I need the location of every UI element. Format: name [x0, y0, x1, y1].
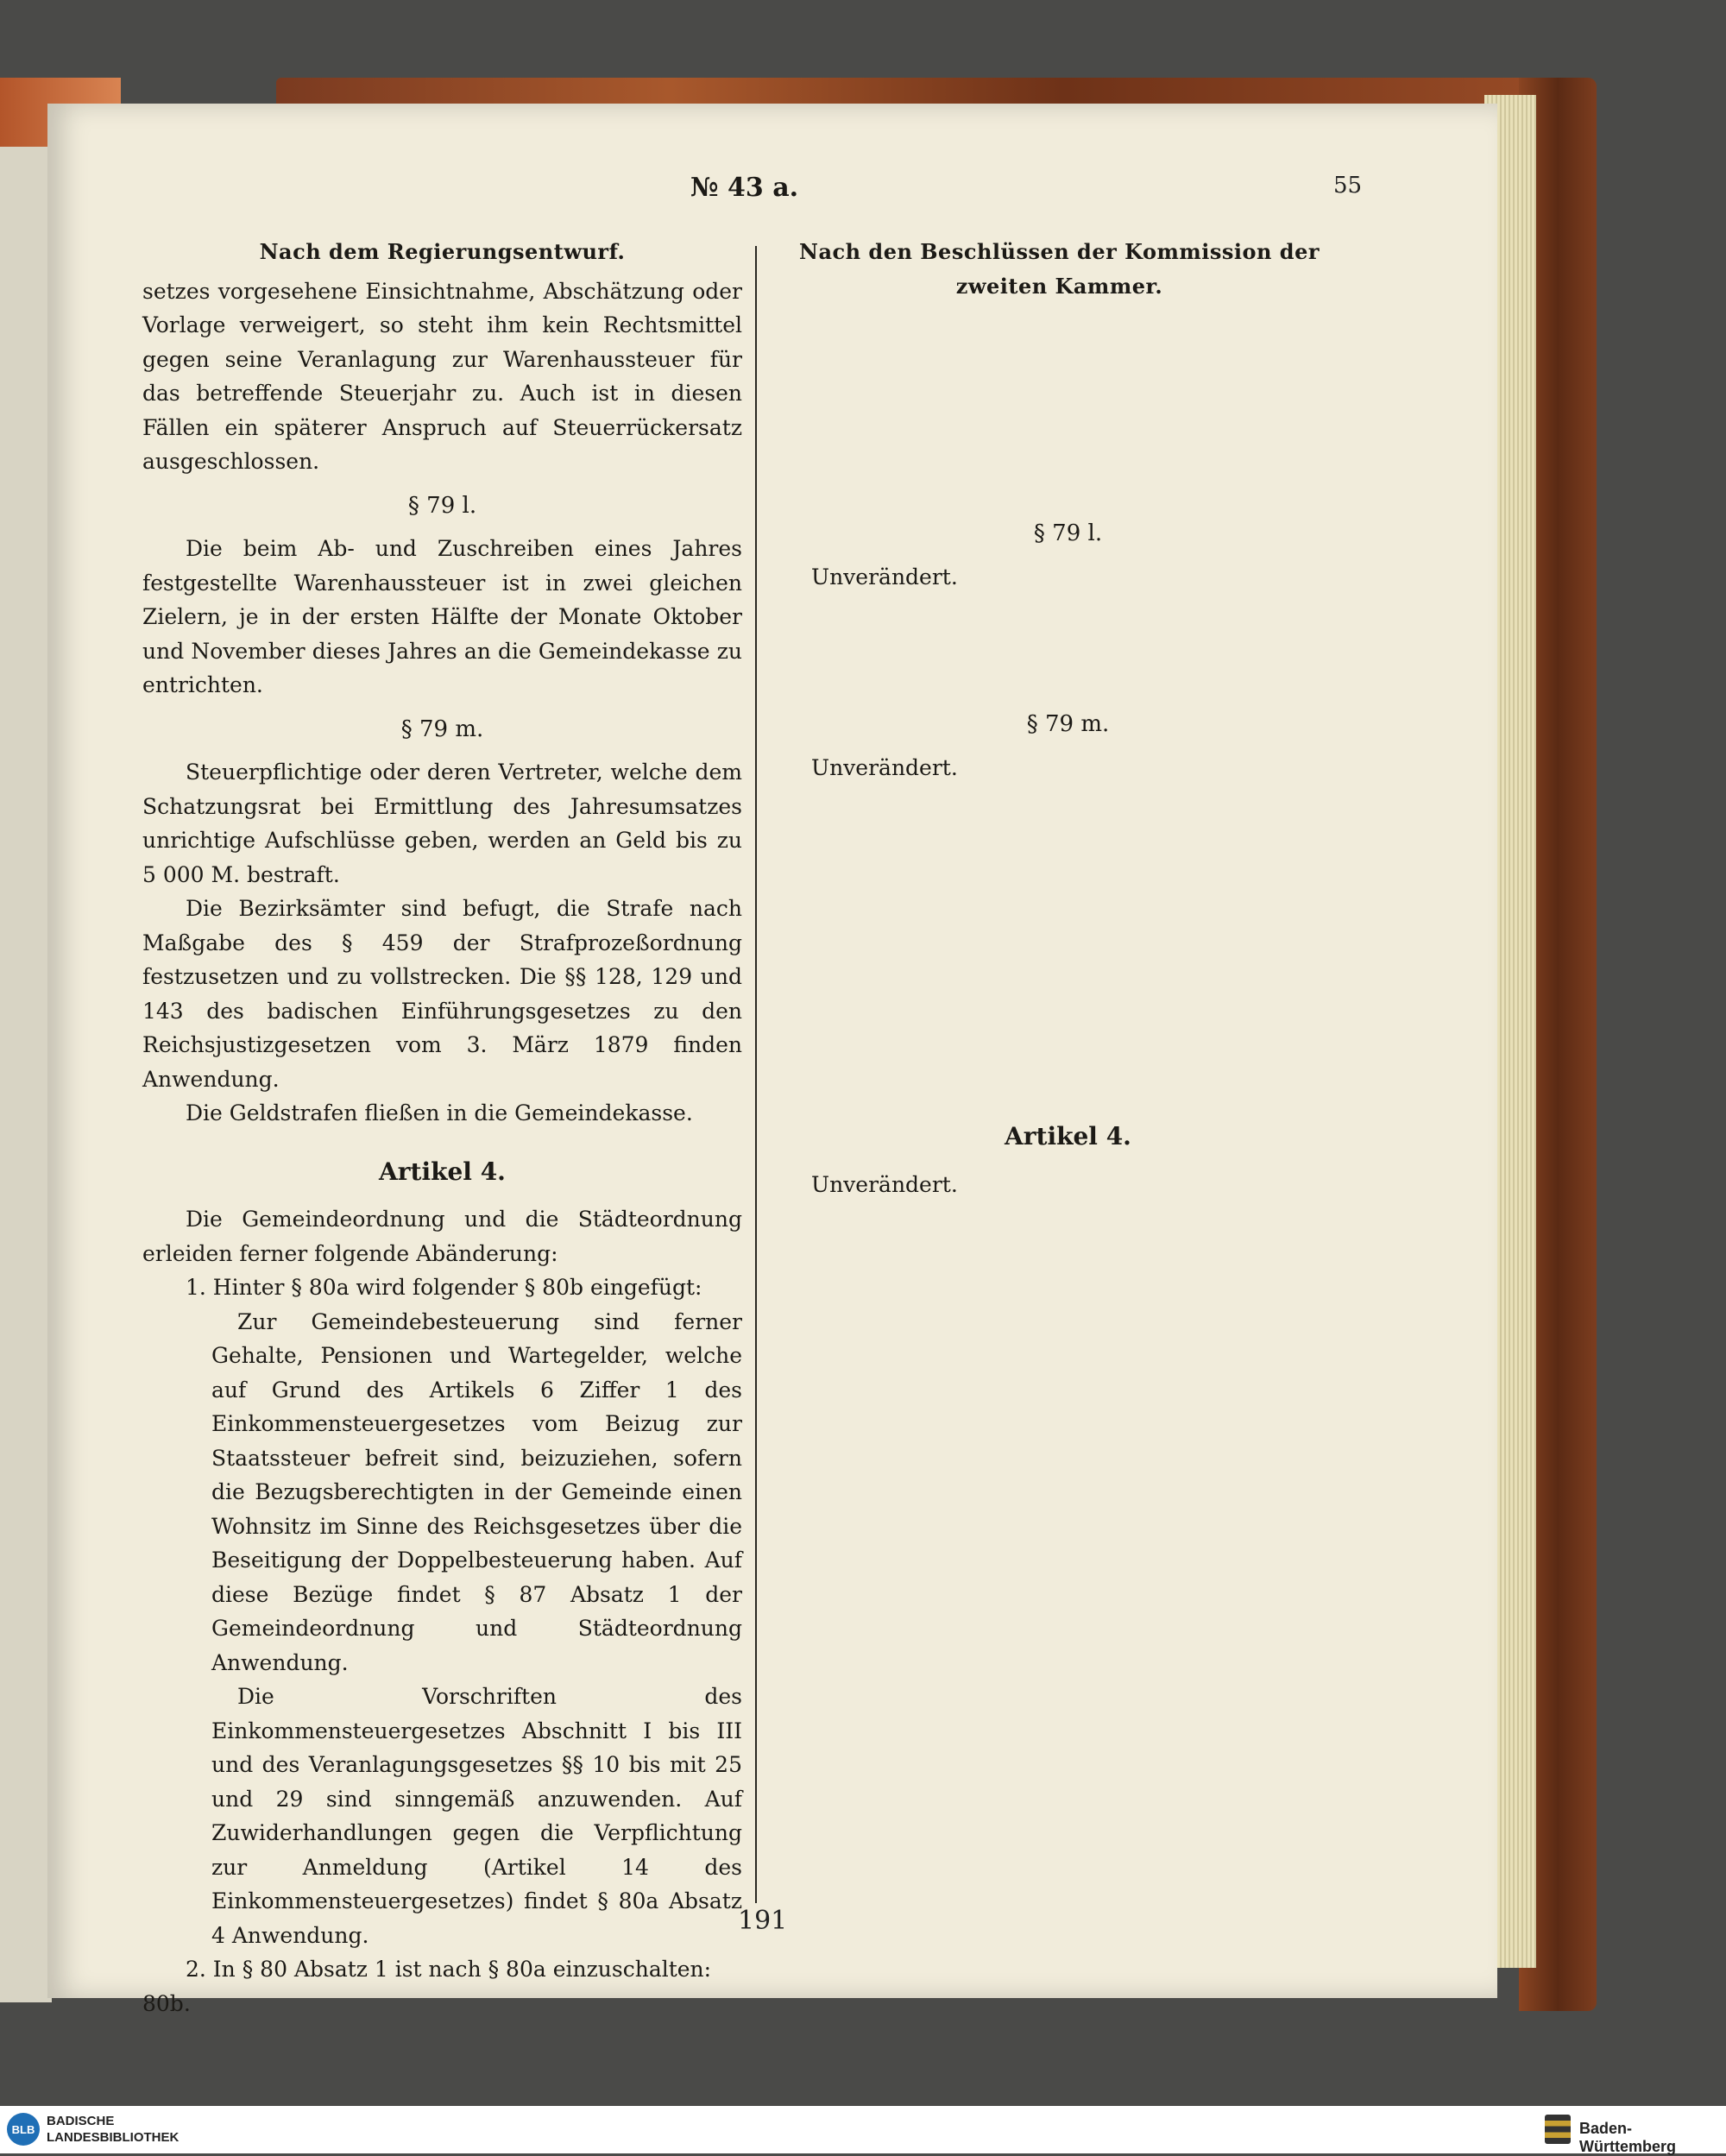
paragraph: setzes vorgesehene Einsichtnahme, Abschätzung oder Vorlage verweigert, so steht ihm kein Rechtsmittel gegen seine Veranlagung zur Warenhaussteuer für das betreffende Steuerjahr zu. Auch ist in diesen Fällen ein späterer Anspruch auf Steuerrückersatz ausgeschlossen.: [142, 278, 742, 474]
list-item: 1. Hinter § 80a wird folgender § 80b eingefügt:: [186, 1275, 702, 1300]
blb-line2: LANDESBIBLIOTHEK: [47, 2130, 180, 2145]
paragraph: Die beim Ab- und Zuschreiben eines Jahres festgestellte Warenhaussteuer ist in zwei gleichen Zielern, je in der ersten Hälfte der Monate Oktober und November dieses Jahres an die Gemeindekasse zu entrichten.: [142, 536, 742, 697]
section-heading: § 79 m.: [400, 716, 484, 742]
paragraph: Die Gemeindeordnung und die Städteordnung erleiden ferner folgende Abänderung:: [142, 1207, 742, 1266]
footer-bar: [0, 2106, 1726, 2153]
blb-logo-icon: BLB: [7, 2113, 40, 2146]
unchanged-note: Unverändert.: [811, 754, 958, 780]
paragraph: Die Bezirksämter sind befugt, die Strafe nach Maßgabe des § 459 der Strafprozeßordnung festzusetzen und zu vollstrecken. Die §§ 128, 129 und 143 des badischen Einführungsgesetzes zu den Reichsjustizgesetzen vom 3. März 1879 finden Anwendung.: [142, 896, 742, 1092]
artikel-heading: Artikel 4.: [379, 1157, 506, 1186]
section-heading: § 79 l.: [1033, 520, 1103, 546]
bw-logo-text: Baden-Württemberg: [1579, 2120, 1676, 2155]
right-column: [768, 235, 1368, 1201]
section-heading: § 79 m.: [1026, 711, 1110, 737]
list-item-text: Zur Gemeindebesteuerung sind ferner Gehalte, Pensionen und Wartegelder, welche auf Grund des Artikels 6 Ziffer 1 des Einkommensteuergesetzes vom Beizug zur Staatssteuer befreit sind, beizuziehen, sofern die Bezugsberechtigten in der Gemeinde einen Wohnsitz im Sinne des Reichsgesetzes über die Beseitigung der Doppelbesteuerung haben. Auf diese Bezüge findet § 87 Absatz 1 der Gemeindeordnung und Städteordnung Anwendung.: [211, 1308, 742, 1675]
list-item-text: 80b.: [142, 1990, 191, 2016]
unchanged-note: Unverändert.: [811, 564, 958, 589]
paragraph: Steuerpflichtige oder deren Vertreter, welche dem Schatzungsrat bei Ermittlung des Jahresumsatzes unrichtige Aufschlüsse geben, werden an Geld bis zu 5 000 M. bestraft.: [142, 760, 742, 887]
left-column-header: Nach dem Regierungsentwurf.: [259, 239, 626, 264]
blb-logo-text: [47, 2113, 179, 2146]
artikel-heading: Artikel 4.: [1005, 1122, 1131, 1150]
adjacent-page-edge: [0, 129, 52, 2002]
page-number: 191: [738, 1906, 788, 1936]
running-head: № 43 a.: [690, 173, 799, 203]
blb-line1: BADISCHE: [47, 2114, 115, 2128]
bw-coat-of-arms-icon: [1545, 2115, 1571, 2144]
folio-number: 55: [1333, 173, 1363, 199]
section-heading: § 79 l.: [407, 492, 477, 519]
column-divider: [755, 246, 757, 1903]
paragraph: Die Geldstrafen fließen in die Gemeindekasse.: [186, 1100, 693, 1125]
list-item: 2. In § 80 Absatz 1 ist nach § 80a einzuschalten:: [186, 1957, 712, 1982]
list-item-text: Die Vorschriften des Einkommensteuergesetzes Abschnitt I bis III und des Veranlagungsgesetzes §§ 10 bis mit 25 und 29 sind sinngemäß anzuwenden. Auf Zuwiderhandlungen gegen die Verpflichtung zur Anmeldung (Artikel 14 des Einkommensteuergesetzes) findet § 80a Absatz 4 Anwendung.: [211, 1684, 742, 1948]
unchanged-note: Unverändert.: [811, 1171, 958, 1197]
left-column: [142, 235, 742, 2020]
right-column-header: Nach den Beschlüssen der Kommission der zweiten Kammer.: [799, 239, 1320, 299]
